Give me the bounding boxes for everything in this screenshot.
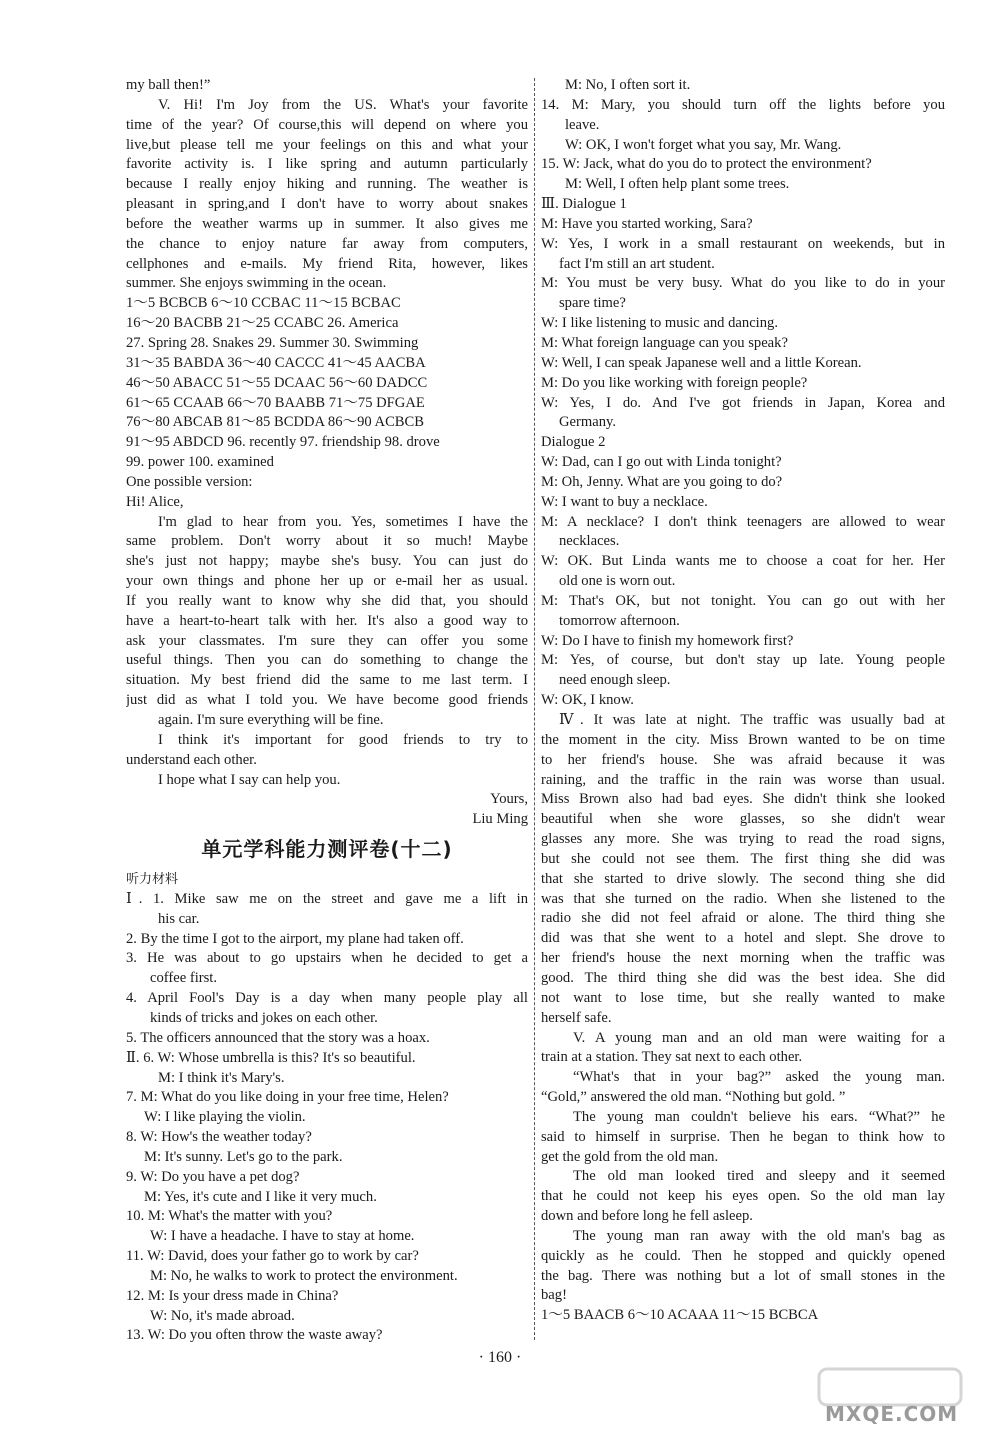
text-line: necklaces. [559,533,620,550]
text-line: “What's that in your bag?” asked the young man. [573,1069,945,1086]
text-line: bag! [541,1287,567,1304]
text-line: M: It's sunny. Let's go to the park. [144,1148,343,1165]
text-line: M: Yes, of course, but don't stay up late. Young people [541,652,945,669]
text-line: old one is worn out. [559,573,676,590]
text-line: Ⅳ. It was late at night. The traffic was usually bad at [559,712,945,728]
text-line: W: Do I have to finish my homework first? [541,632,794,649]
text-line: situation. My best friend did the same to me last term. I [126,672,528,689]
text-line: radio she did not feel afraid or alone. The third thing she [541,910,945,927]
text-line: 76～80 ABCAB 81～85 BCDDA 86～90 ACBCB [126,414,425,431]
right-column [541,76,945,1326]
text-line: M: Have you started working, Sara? [541,215,753,232]
text-line: that he could not keep his eyes open. So the old man lay [541,1188,945,1205]
text-line: herself safe. [541,1009,612,1026]
text-line: 61～65 CCAAB 66～70 BAABB 71～75 DFGAE [126,394,425,411]
text-line: 16～20 BACBB 21～25 CCABC 26. America [126,315,399,332]
text-line: just did as what I told you. We have become good friends [126,692,528,709]
text-line: M: I think it's Mary's. [158,1069,285,1086]
text-line: live,but please tell me your feelings on this and what your [126,136,528,153]
text-line: I think it's important for good friends to try to [158,731,528,748]
text-line: beautiful when she wore glasses, so she didn't wear [541,811,945,828]
text-line: glasses any more. She was trying to read the road signs, [541,831,945,848]
text-line: I hope what I say can help you. [158,771,341,788]
text-line: train at a station. They sat next to each other. [541,1049,803,1066]
text-line: 99. power 100. examined [126,454,274,471]
text-line: cellphones and e-mails. My friend Rita, however, likes [126,255,528,272]
watermark-url: MXQE.COM [825,1402,959,1426]
text-line: was that she turned on the radio. When she listened to the [541,890,945,907]
text-line: 13. W: Do you often throw the waste away? [126,1327,383,1344]
text-line: 91～95 ABDCD 96. recently 97. friendship 98. drove [126,434,440,451]
text-line: M: Oh, Jenny. What are you going to do? [541,473,783,490]
text-line: quickly as he could. Then he stopped and quickly opened [541,1247,945,1264]
text-line: “Gold,” answered the old man. “Nothing but gold. ” [541,1089,846,1106]
section-subtitle: 听力材料 [126,872,179,888]
text-line: fact I'm still an art student. [559,255,715,272]
text-line: M: Do you like working with foreign people? [541,374,808,391]
text-line: 4. April Fool's Day is a day when many people play all [126,990,528,1007]
text-line: W: Dad, can I go out with Linda tonight? [541,454,782,471]
text-line: 11. W: David, does your father go to work by car? [126,1248,419,1265]
text-line: W: I want to buy a necklace. [541,493,708,510]
text-line: down and before long he fell asleep. [541,1208,753,1225]
text-line: same problem. Don't worry about it so much! Maybe [126,533,528,550]
text-line: Liu Ming [472,811,528,828]
text-line: One possible version: [126,473,253,490]
text-line: Germany. [559,414,616,431]
text-line: understand each other. [126,751,257,768]
text-line: your own things and phone her up or e-mail her as usual. [126,573,528,590]
text-line: said to himself in surprise. Then he began to think how to [541,1128,945,1145]
text-line: W: Yes, I do. And I've got friends in Japan, Korea and [541,394,945,411]
text-line: her friend's house the next morning when the traffic was [541,950,945,967]
text-line: the bag. There was nothing but a lot of small stones in the [541,1267,945,1284]
text-line: to her friend's house. She was afraid because it was [541,751,945,768]
text-line: not want to lose time, but she really wanted to make [541,989,945,1006]
left-column [126,76,528,1346]
text-line: Yours, [490,791,528,808]
text-line: get the gold from the old man. [541,1148,719,1165]
text-line: W: OK, I know. [541,692,634,709]
text-line: ask your classmates. I'm sure they can offer you some [126,632,528,649]
text-line: useful things. Then you can do something to change the [126,652,528,669]
text-line: The old man looked tired and sleepy and it seemed [573,1168,945,1185]
text-line: Dialogue 2 [541,434,606,451]
text-line: 7. M: What do you like doing in your free time, Helen? [126,1089,449,1106]
text-line: W: OK, I won't forget what you say, Mr. Wang. [565,136,842,153]
text-line: M: You must be very busy. What do you like to do in your [541,275,945,292]
text-line: M: Yes, it's cute and I like it very much. [144,1188,377,1205]
text-line: W: Well, I can speak Japanese well and a little Korean. [541,354,862,371]
text-line: 12. M: Is your dress made in China? [126,1287,339,1304]
text-line: my ball then!” [126,77,211,93]
text-line: M: That's OK, but not tonight. You can go out with her [541,592,945,609]
text-line: kinds of tricks and jokes on each other. [150,1009,378,1026]
text-line: leave. [565,116,600,133]
text-line: good. The third thing she did was the best idea. She did [541,969,945,986]
text-line: W: No, it's made abroad. [150,1307,295,1324]
text-line: M: Well, I often help plant some trees. [565,176,790,193]
text-line: 1～5 BCBCB 6～10 CCBAC 11～15 BCBAC [126,295,401,312]
text-line: W: Yes, I work in a small restaurant on weekends, but in [541,235,945,252]
text-line: 2. By the time I got to the airport, my plane had taken off. [126,930,464,947]
text-line: she's just not happy; maybe she's busy. You can just do [126,553,528,570]
text-line: need enough sleep. [559,672,671,689]
text-line: The young man ran away with the old man's bag as [573,1227,945,1244]
text-line: the moment in the city. Miss Brown wanted to be on time [541,731,945,748]
text-line: M: No, I often sort it. [565,77,691,93]
text-line: 5. The officers announced that the story was a hoax. [126,1029,430,1046]
text-line: 9. W: Do you have a pet dog? [126,1168,300,1185]
text-line: but she could not see them. The first thing she did was [541,850,945,867]
text-line: did was that she went to a hotel and slept. She drove to [541,930,945,947]
text-line: 8. W: How's the weather today? [126,1129,312,1146]
text-line: summer. She enjoys swimming in the ocean. [126,275,387,292]
text-line: 1～5 BAACB 6～10 ACAAA 11～15 BCBCA [541,1307,819,1324]
text-line: have a heart-to-heart talk with her. It's also a good way to [126,612,528,629]
text-line: Miss Brown also had bad eyes. She didn't think she looked [541,791,945,808]
text-line: V. Hi! I'm Joy from the US. What's your favorite [158,96,528,113]
text-line: that she started to drive slowly. The second thing she did [541,870,945,887]
text-line: I'm glad to hear from you. Yes, sometimes I have the [158,513,528,530]
text-line: tomorrow afternoon. [559,612,680,629]
text-line: favorite activity is. I like spring and autumn particularly [126,156,528,173]
text-line: If you really want to know why she did that, you should [126,592,528,609]
text-line: W: I like listening to music and dancing. [541,315,778,332]
text-line: W: I like playing the violin. [144,1109,306,1126]
text-line: before the weather warms up in summer. It also gives me [126,215,528,232]
text-line: 3. He was about to go upstairs when he decided to get a [126,950,528,967]
column-divider [534,78,535,1340]
text-line: time of the year? Of course,this will depend on where you [126,116,528,133]
text-line: 46～50 ABACC 51～55 DCAAC 56～60 DADCC [126,374,428,391]
text-line: W: OK. But Linda wants me to choose a coat for her. Her [541,553,945,570]
section-title: 单元学科能力测评卷(十二) [201,837,453,862]
text-line: coffee first. [150,970,217,987]
text-line: because I really enjoy hiking and running. The weather is [126,176,528,193]
text-line: spare time? [559,295,626,312]
text-line: M: A necklace? I don't think teenagers are allowed to wear [541,513,945,530]
text-line: M: What foreign language can you speak? [541,334,788,351]
text-line: the chance to enjoy nature far away from computers, [126,235,528,252]
text-line: 10. M: What's the matter with you? [126,1208,333,1225]
text-line: his car. [158,910,200,927]
text-line: W: I have a headache. I have to stay at home. [150,1228,415,1245]
page-number: · 160 · [478,1349,522,1366]
text-line: M: No, he walks to work to protect the environment. [150,1267,458,1284]
text-line: The young man couldn't believe his ears. “What?” he [573,1108,945,1125]
text-line: V. A young man and an old man were waiting for a [573,1029,945,1046]
text-line: 15. W: Jack, what do you do to protect the environment? [541,156,872,173]
text-line: raining, and the traffic in the rain was worse than usual. [541,771,945,788]
text-line: again. I'm sure everything will be fine. [158,712,384,728]
text-line: Hi! Alice, [126,493,184,510]
text-line: 27. Spring 28. Snakes 29. Summer 30. Swimming [126,334,419,351]
text-line: pleasant in spring,and I don't have to worry about snakes [126,196,528,213]
text-line: Ⅱ. 6. W: Whose umbrella is this? It's so beautiful. [126,1049,416,1066]
text-line: 31～35 BABDA 36～40 CACCC 41～45 AACBA [126,354,426,371]
text-line: Ⅲ. Dialogue 1 [541,196,627,213]
text-line: Ⅰ. 1. Mike saw me on the street and gave me a lift in [126,890,528,907]
text-line: 14. M: Mary, you should turn off the lights before you [541,96,945,113]
